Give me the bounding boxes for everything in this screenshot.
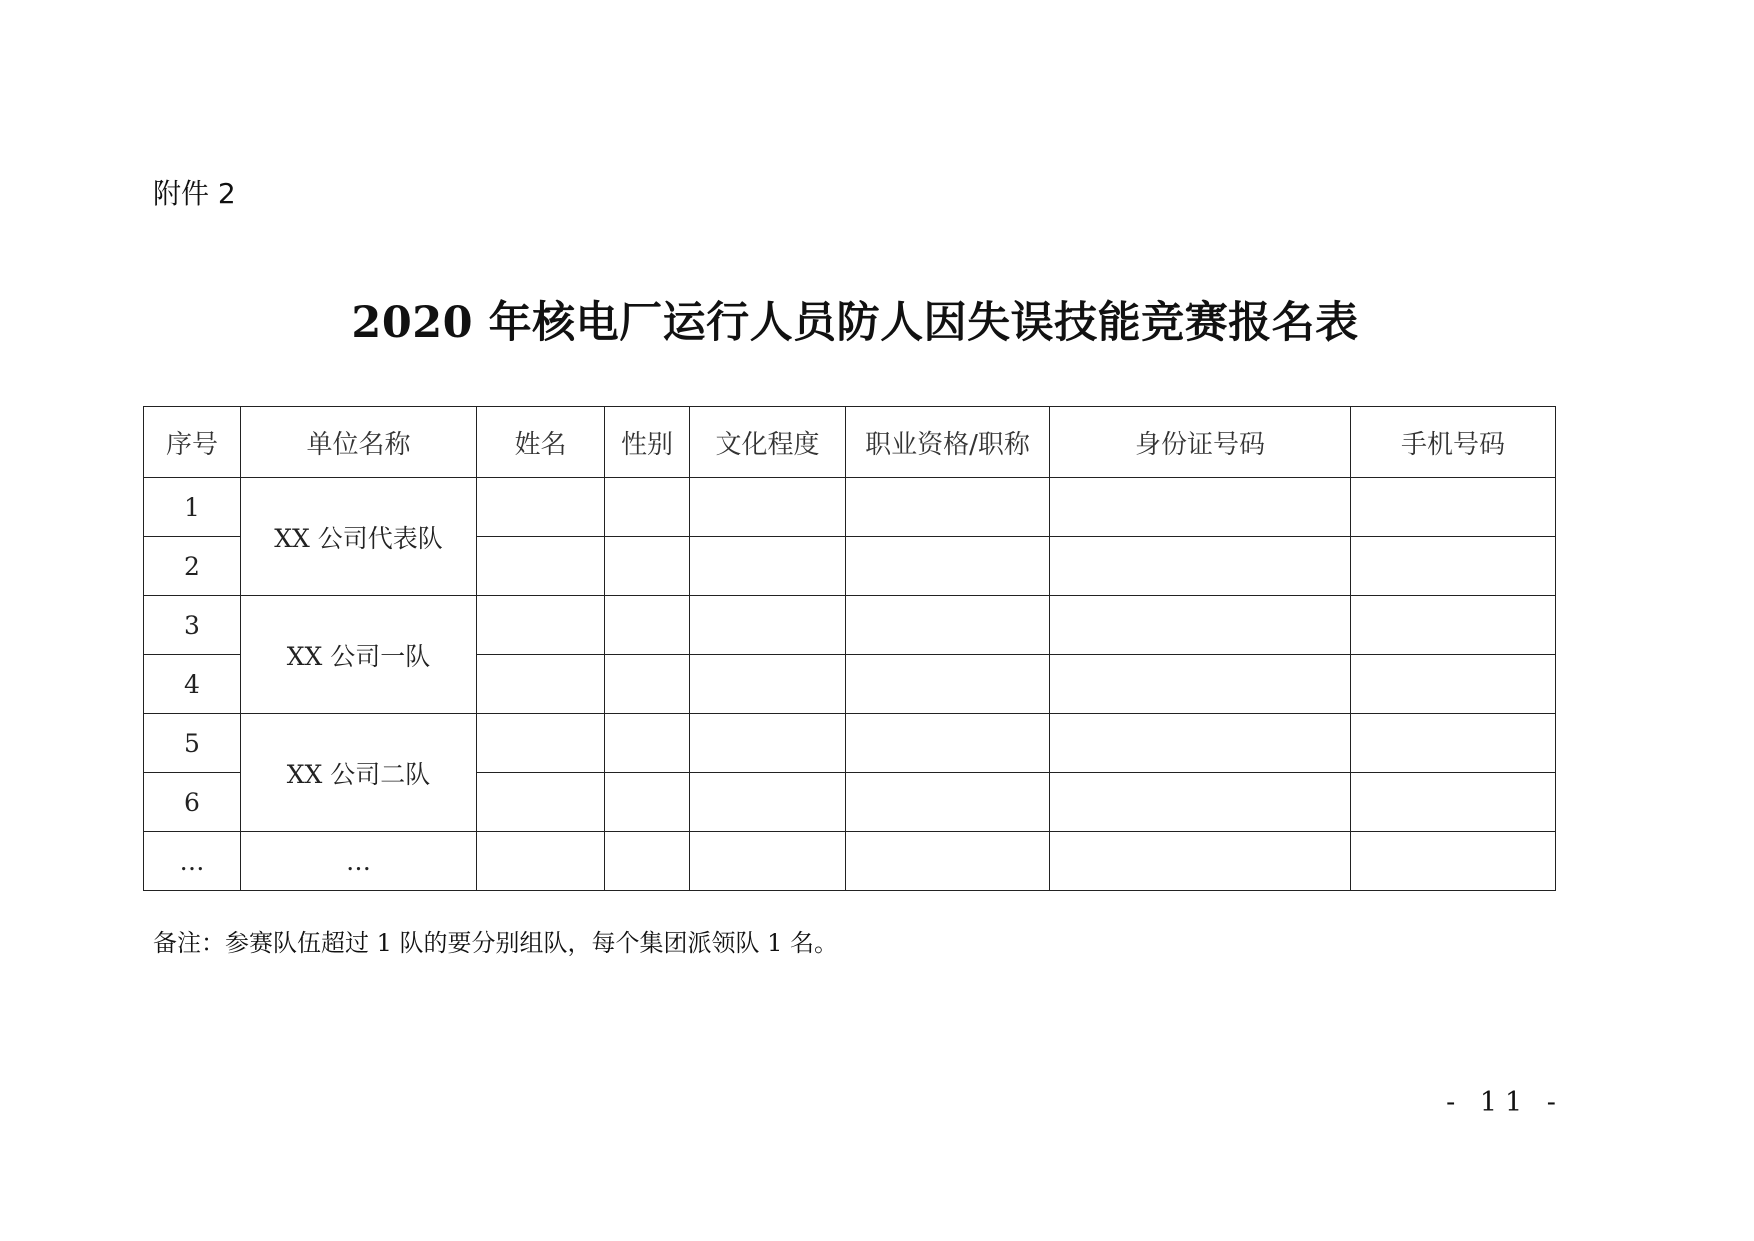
qualification-cell[interactable] xyxy=(846,478,1050,537)
row-index: 1 xyxy=(144,478,241,537)
gender-cell[interactable] xyxy=(605,714,690,773)
unit-name-cell: … xyxy=(241,832,477,891)
education-cell[interactable] xyxy=(690,596,846,655)
education-cell[interactable] xyxy=(690,537,846,596)
phone-cell[interactable] xyxy=(1351,832,1556,891)
phone-cell[interactable] xyxy=(1351,655,1556,714)
row-index: 2 xyxy=(144,537,241,596)
gender-cell[interactable] xyxy=(605,478,690,537)
row-index: 6 xyxy=(144,773,241,832)
phone-cell[interactable] xyxy=(1351,714,1556,773)
qualification-cell[interactable] xyxy=(846,714,1050,773)
name-cell[interactable] xyxy=(477,478,605,537)
document-title: 2020 年核电厂运行人员防人因失误技能竞赛报名表 xyxy=(351,298,1359,348)
table-row xyxy=(144,832,1556,891)
table-row xyxy=(144,714,1556,773)
gender-cell[interactable] xyxy=(605,832,690,891)
unit-name-cell: XX 公司一队 xyxy=(241,596,477,714)
header-gender: 性别 xyxy=(605,407,690,478)
qualification-cell[interactable] xyxy=(846,832,1050,891)
id-number-cell[interactable] xyxy=(1050,655,1351,714)
qualification-cell[interactable] xyxy=(846,655,1050,714)
phone-cell[interactable] xyxy=(1351,478,1556,537)
unit-name-cell: XX 公司代表队 xyxy=(241,478,477,596)
phone-cell[interactable] xyxy=(1351,537,1556,596)
name-cell[interactable] xyxy=(477,832,605,891)
id-number-cell[interactable] xyxy=(1050,537,1351,596)
header-id-number: 身份证号码 xyxy=(1050,407,1351,478)
gender-cell[interactable] xyxy=(605,537,690,596)
qualification-cell[interactable] xyxy=(846,773,1050,832)
name-cell[interactable] xyxy=(477,596,605,655)
name-cell[interactable] xyxy=(477,537,605,596)
gender-cell[interactable] xyxy=(605,596,690,655)
header-education: 文化程度 xyxy=(690,407,846,478)
name-cell[interactable] xyxy=(477,655,605,714)
header-phone: 手机号码 xyxy=(1351,407,1556,478)
name-cell[interactable] xyxy=(477,714,605,773)
row-index: 3 xyxy=(144,596,241,655)
gender-cell[interactable] xyxy=(605,773,690,832)
id-number-cell[interactable] xyxy=(1050,773,1351,832)
qualification-cell[interactable] xyxy=(846,537,1050,596)
gender-cell[interactable] xyxy=(605,655,690,714)
qualification-cell[interactable] xyxy=(846,596,1050,655)
education-cell[interactable] xyxy=(690,655,846,714)
table-header-row xyxy=(144,407,1556,478)
table-row xyxy=(144,478,1556,537)
header-unit-name: 单位名称 xyxy=(241,407,477,478)
attachment-label: 附件 2 xyxy=(153,177,236,210)
page-number: - 11 - xyxy=(1446,1087,1564,1118)
row-index: … xyxy=(144,832,241,891)
id-number-cell[interactable] xyxy=(1050,596,1351,655)
header-name: 姓名 xyxy=(477,407,605,478)
phone-cell[interactable] xyxy=(1351,596,1556,655)
id-number-cell[interactable] xyxy=(1050,832,1351,891)
education-cell[interactable] xyxy=(690,478,846,537)
row-index: 5 xyxy=(144,714,241,773)
remark-note: 备注：参赛队伍超过 1 队的要分别组队，每个集团派领队 1 名。 xyxy=(153,929,839,957)
education-cell[interactable] xyxy=(690,773,846,832)
table-row xyxy=(144,596,1556,655)
name-cell[interactable] xyxy=(477,773,605,832)
registration-table xyxy=(143,406,1556,891)
phone-cell[interactable] xyxy=(1351,773,1556,832)
row-index: 4 xyxy=(144,655,241,714)
id-number-cell[interactable] xyxy=(1050,714,1351,773)
header-qualification: 职业资格/职称 xyxy=(846,407,1050,478)
education-cell[interactable] xyxy=(690,832,846,891)
education-cell[interactable] xyxy=(690,714,846,773)
unit-name-cell: XX 公司二队 xyxy=(241,714,477,832)
id-number-cell[interactable] xyxy=(1050,478,1351,537)
header-index: 序号 xyxy=(144,407,241,478)
